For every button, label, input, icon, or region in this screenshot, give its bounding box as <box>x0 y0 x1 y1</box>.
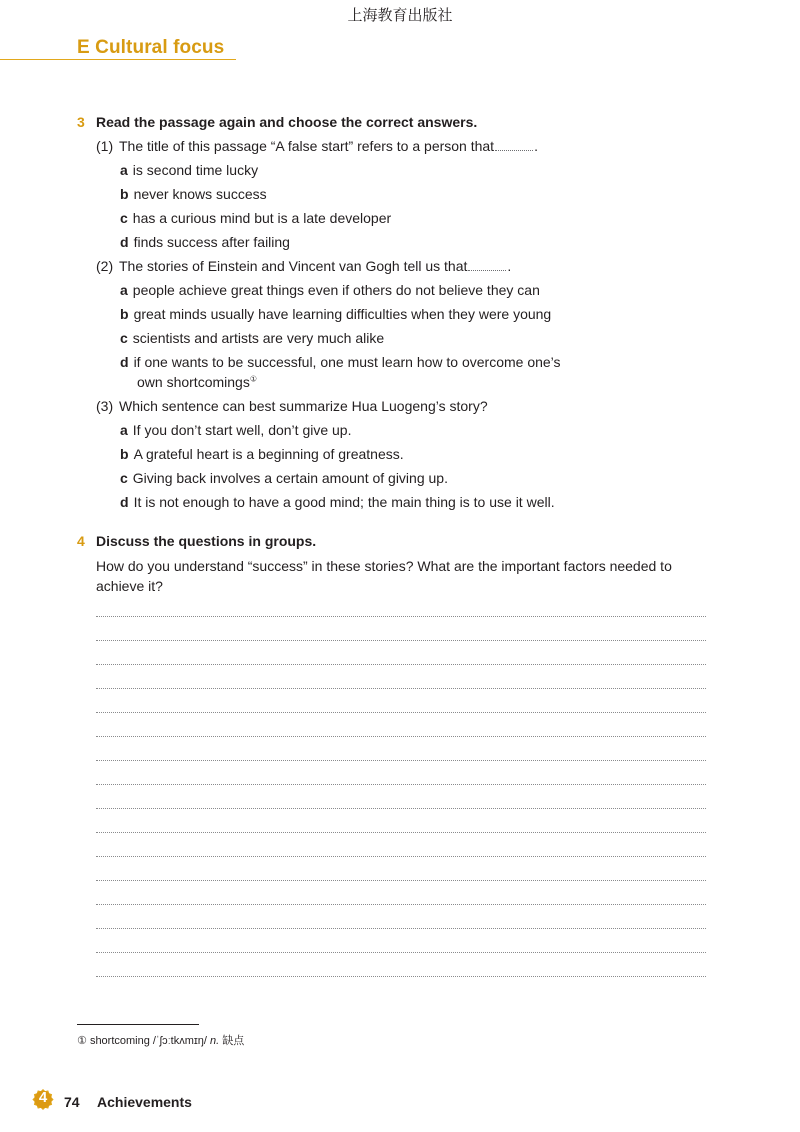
writing-line <box>96 808 706 809</box>
option-3c[interactable] <box>120 468 448 488</box>
writing-line <box>96 664 706 665</box>
option-2d[interactable] <box>120 352 561 392</box>
footnote-phonetic: /ˈʃɔːtkʌmɪŋ/ <box>152 1035 207 1047</box>
sub-question-3 <box>96 398 488 414</box>
option-letter: c <box>120 210 128 226</box>
option-1a[interactable] <box>120 160 258 180</box>
footnote-marker: ① <box>77 1035 87 1047</box>
writing-line <box>96 856 706 857</box>
question-instruction: Discuss the questions in groups. <box>96 533 317 549</box>
writing-line <box>96 712 706 713</box>
option-text: finds success after failing <box>133 234 290 250</box>
option-letter: d <box>120 234 129 250</box>
option-letter: c <box>120 330 128 346</box>
option-letter: c <box>120 470 128 486</box>
option-2a[interactable] <box>120 280 540 300</box>
sub-question-number: (3) <box>96 398 114 414</box>
sub-question-2 <box>96 258 511 274</box>
sub-question-number: (1) <box>96 138 114 154</box>
sub-question-stem: Which sentence can best summarize Hua Luogeng’s story? <box>119 398 488 414</box>
writing-line <box>96 640 706 641</box>
option-3d[interactable] <box>120 492 555 512</box>
sub-question-1 <box>96 138 538 154</box>
question-3-heading <box>77 114 477 130</box>
writing-line <box>96 616 706 617</box>
writing-line <box>96 688 706 689</box>
option-letter: b <box>120 446 129 462</box>
option-text: people achieve great things even if others do not believe they can <box>132 282 540 298</box>
footnote-marker: ① <box>249 374 257 384</box>
option-text: is second time lucky <box>132 162 259 178</box>
sub-question-stem: The title of this passage “A false start” refers to a person that <box>119 138 495 154</box>
footnote-pos: n. <box>210 1035 220 1047</box>
option-text: It is not enough to have a good mind; the main thing is to use it well. <box>133 494 555 510</box>
section-title-underline <box>0 59 236 60</box>
option-text: never knows success <box>133 186 267 202</box>
writing-line <box>96 760 706 761</box>
option-1b[interactable] <box>120 184 267 204</box>
section-title: E Cultural focus <box>77 37 225 58</box>
sub-question-stem-end: . <box>534 138 538 154</box>
discussion-question: How do you understand “success” in these stories? What are the important factors needed to achieve it? <box>96 558 672 594</box>
answer-blank[interactable] <box>495 138 533 151</box>
sub-question-stem: The stories of Einstein and Vincent van Gogh tell us that <box>119 258 468 274</box>
option-letter: b <box>120 186 129 202</box>
unit-number: 4 <box>38 1089 48 1106</box>
writing-line <box>96 784 706 785</box>
sub-question-stem-end: . <box>507 258 512 274</box>
footnote-divider <box>77 1024 199 1025</box>
page-number: 74 <box>64 1094 80 1110</box>
writing-line <box>96 832 706 833</box>
question-number: 3 <box>77 114 85 130</box>
option-letter: a <box>120 162 128 178</box>
option-text: great minds usually have learning difficulties when they were young <box>133 306 552 322</box>
option-1c[interactable] <box>120 208 391 228</box>
writing-line <box>96 880 706 881</box>
footnote-chinese: 缺点 <box>222 1034 245 1047</box>
answer-blank[interactable] <box>468 258 506 271</box>
question-4-heading <box>77 533 316 549</box>
unit-name: Achievements <box>97 1094 192 1110</box>
option-text: has a curious mind but is a late developer <box>132 210 392 226</box>
writing-line <box>96 976 706 977</box>
option-letter: b <box>120 306 129 322</box>
option-letter: a <box>120 282 128 298</box>
writing-line <box>96 904 706 905</box>
question-number: 4 <box>77 533 85 549</box>
option-letter: d <box>120 494 129 510</box>
option-letter: d <box>120 354 129 370</box>
writing-line <box>96 736 706 737</box>
option-1d[interactable] <box>120 232 290 252</box>
question-instruction: Read the passage again and choose the correct answers. <box>96 114 478 130</box>
option-text: If you don’t start well, don’t give up. <box>132 422 352 438</box>
option-text-continued <box>120 372 561 392</box>
option-2c[interactable] <box>120 328 384 348</box>
option-text-line-2: own shortcomings <box>137 374 250 390</box>
footnote <box>77 1032 244 1048</box>
sub-question-number: (2) <box>96 258 114 274</box>
option-3a[interactable] <box>120 420 351 440</box>
writing-line <box>96 928 706 929</box>
option-text: A grateful heart is a beginning of greatness. <box>133 446 404 462</box>
option-3b[interactable] <box>120 444 404 464</box>
footnote-word: shortcoming <box>89 1035 150 1047</box>
option-2b[interactable] <box>120 304 551 324</box>
option-letter: a <box>120 422 128 438</box>
option-text: Giving back involves a certain amount of giving up. <box>132 470 448 486</box>
writing-line <box>96 952 706 953</box>
option-text: if one wants to be successful, one must learn how to overcome one’s <box>133 354 561 370</box>
publisher-name: 上海教育出版社 <box>347 6 453 24</box>
option-text: scientists and artists are very much alike <box>132 330 385 346</box>
